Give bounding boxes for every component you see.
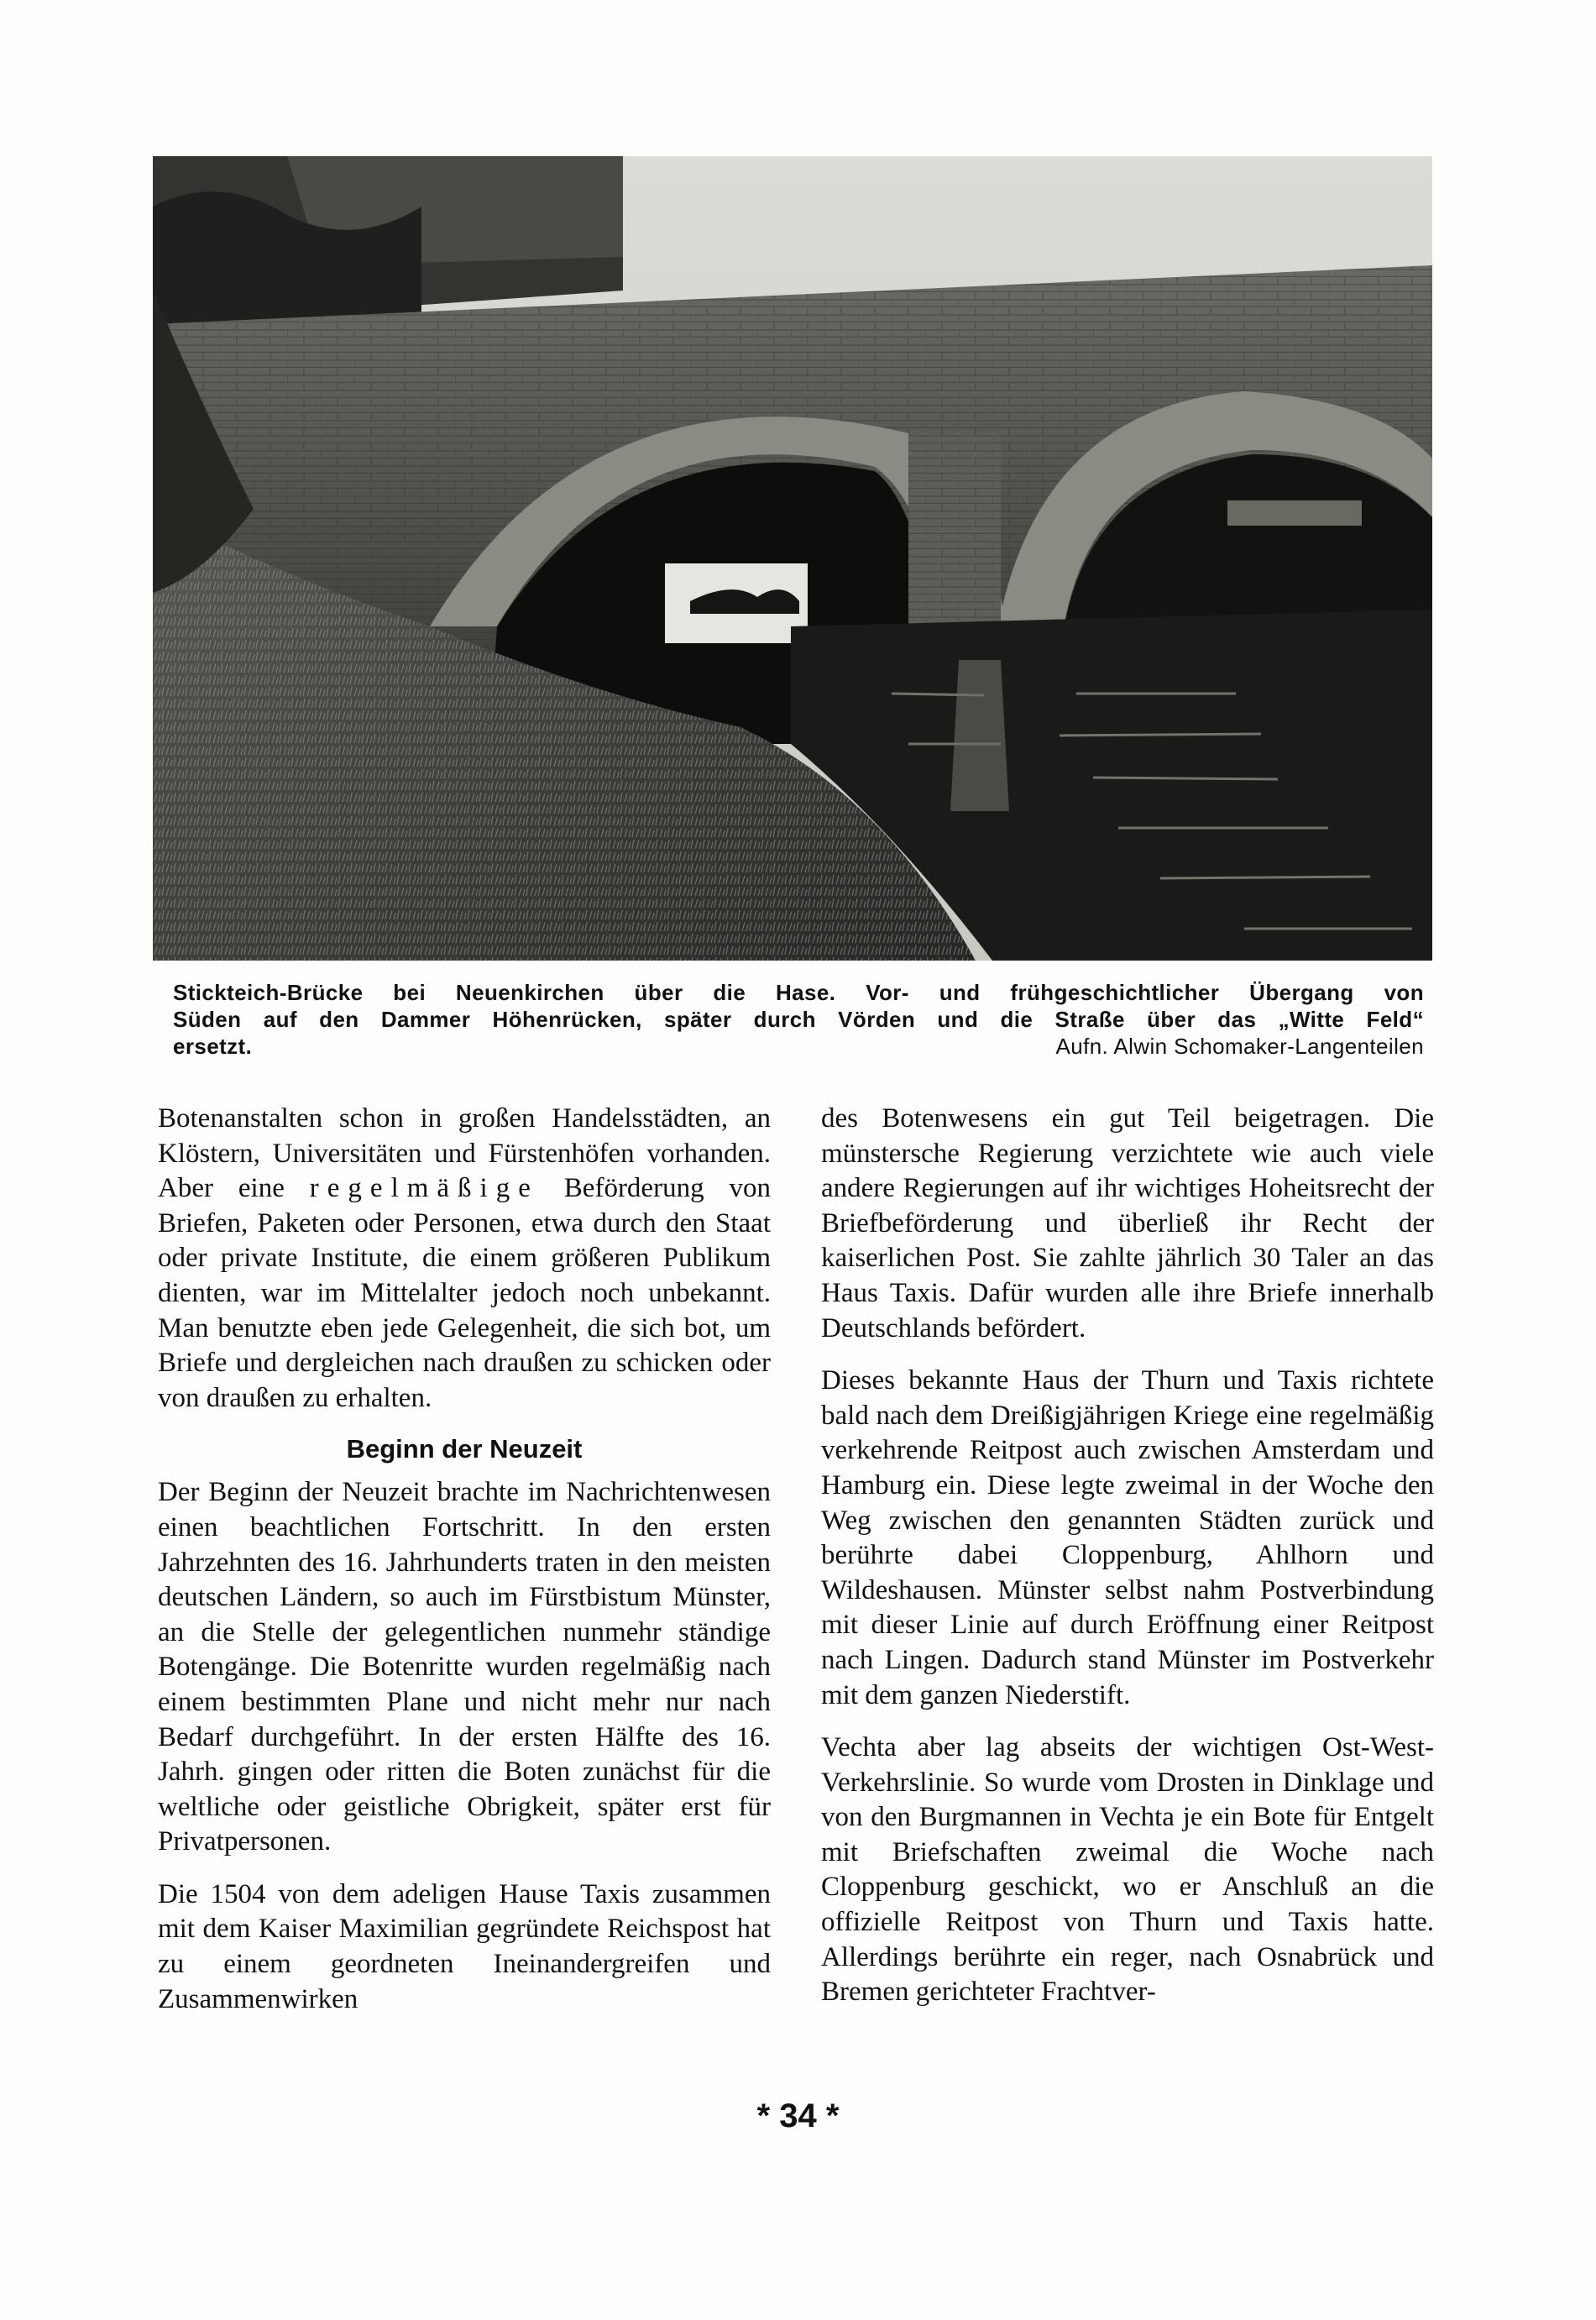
section-heading: Beginn der Neuzeit (346, 1434, 583, 1464)
text-fragment: Beförderung von Briefen, Paketen oder Personen, etwa durch den Staat oder private Institute, die einem größeren Publikum dienten, war im Mittelalter jedoch noch unbekannt. Man benutzte eben jede Gelegenheit, die sich bot, um Briefe und dergleichen nach draußen zu schicken oder von draußen zu erhalten. (158, 1173, 771, 1413)
text-fragment: Botenanstalten schon in großen Handelsstädten, an Klöstern, Universitäten und Fürstenhöfen vorhanden. Aber eine (158, 1103, 771, 1204)
photo-caption (173, 979, 1424, 1060)
caption-line-3 (173, 1033, 1424, 1060)
paragraph: Dieses bekannte Haus der Thurn und Taxis richtete bald nach dem Dreißigjährigen Kriege eine regelmäßig verkehrende Reitpost auch zwischen Amsterdam und Hamburg ein. Diese legte zweimal in der Woche den Weg zwischen den genannten Städten zurück und berührte dabei Cloppenburg, Ahlhorn und Wildeshausen. Münster selbst nahm Postverbindung mit dieser Linie auf durch Eröffnung einer Reitpost nach Lingen. Dadurch stand Münster im Postverkehr mit dem ganzen Niederstift. (821, 1365, 1434, 1710)
paragraph: Der Beginn der Neuzeit brachte im Nachrichtenwesen einen beachtlichen Fortschritt. In den ersten Jahrzehnten des 16. Jahrhunderts traten in den meisten deutschen Ländern, so auch im Fürstbistum Münster, an die Stelle der gelegentlichen nunmehr ständige Botengänge. Die Botenritte wurden regelmäßig nach einem bestimmten Plane und nicht mehr nur nach Bedarf durchgeführt. In der ersten Hälfte des 16. Jahrh. gingen oder ritten die Boten zunächst für die weltliche oder geistliche Obrigkeit, später erst für Privatpersonen. (158, 1477, 771, 1857)
paragraph: Die 1504 von dem adeligen Hause Taxis zusammen mit dem Kaiser Maximilian gegründete Reichspost hat zu einem geordneten Ineinandergreifen und Zusammenwirken (158, 1878, 771, 2014)
page-number: * 34 * (756, 2097, 840, 2134)
bridge-photo-drawing (153, 156, 1432, 961)
photo-credit: Aufn. Alwin Schomaker-Langenteilen (1055, 1034, 1424, 1059)
emphasized-word: regelmäßige (309, 1173, 539, 1204)
left-column (158, 1102, 771, 2035)
caption-line-1: Stickteich-Brücke bei Neuenkirchen über die Hase. Vor- und frühgeschichtlicher Übergang von (173, 980, 1424, 1005)
paragraph: des Botenwesens ein gut Teil beigetragen. Die münstersche Regierung verzichtete wie auch viele andere Regierungen auf ihr wichtiges Hoheitsrecht der Briefbeförderung und überließ ihr Recht der kaiserlichen Post. Sie zahlte jährlich 30 Taler an das Haus Taxis. Dafür wurden alle ihre Briefe innerhalb Deutschlands befördert. (821, 1103, 1434, 1343)
paragraph (158, 1102, 771, 1416)
right-column (821, 1102, 1434, 2028)
bridge-photograph (153, 156, 1432, 961)
caption-ending: ersetzt. (173, 1034, 253, 1059)
caption-line-2: Süden auf den Dammer Höhenrücken, später durch Vörden und die Straße über das „Witte Feld“ (173, 1007, 1424, 1032)
paragraph: Vechta aber lag abseits der wichtigen Ost-West-Verkehrslinie. So wurde vom Drosten in Dinklage und von den Burgmannen in Vechta je ein Bote für Entgelt mit Briefschaften zweimal die Woche nach Cloppenburg geschickt, wo er Anschluß an die offizielle Reitpost von Thurn und Taxis hatte. Allerdings berührte ein reger, nach Osnabrück und Bremen gerichteter Frachtver- (821, 1732, 1434, 2008)
